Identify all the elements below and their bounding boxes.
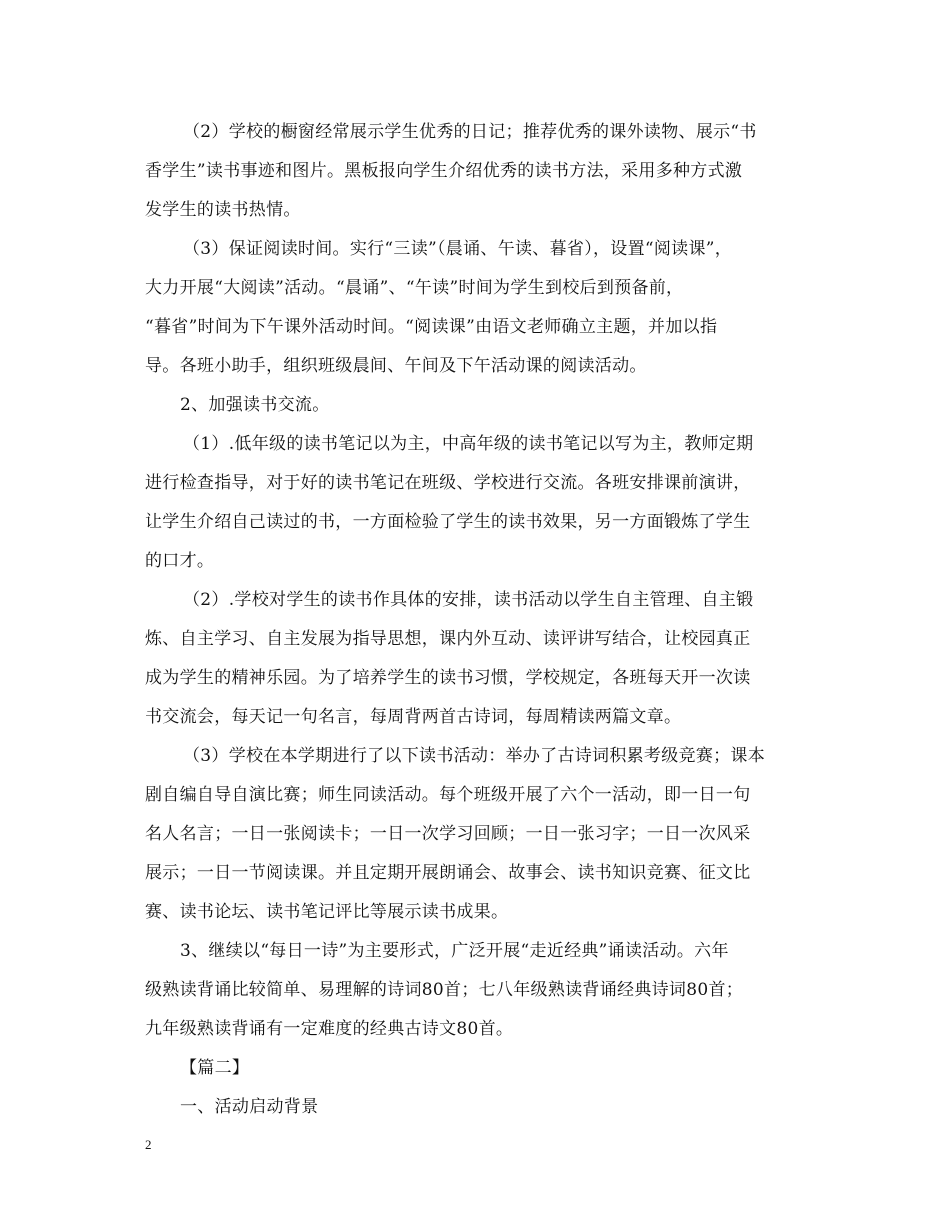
section-heading: 2、加强读书交流。 [180,395,330,415]
paragraph-line: 3、继续以“每日一诗”为主要形式，广泛开展“走近经典”诵读活动。六年 [180,941,729,961]
paragraph-line: 大力开展“大阅读”活动。“晨诵”、“午读”时间为学生到校后到预备前， [145,278,684,298]
paragraph-line: 剧自编自导自演比赛；师生同读活动。每个班级开展了六个一活动，即一日一句 [145,785,751,805]
paragraph-line: 炼、自主学习、自主发展为指导思想，课内外互动、读评讲写结合，让校园真正 [145,629,751,649]
paragraph-line: 九年级熟读背诵有一定难度的经典古诗文80首。 [145,1019,514,1039]
paragraph-line: 进行检查指导，对于好的读书笔记在班级、学校进行交流。各班安排课前演讲， [145,473,751,493]
paragraph-line: （2）.学校对学生的读书作具体的安排，读书活动以学生自主管理、自主锻 [183,590,754,610]
paragraph-line: “暮省”时间为下午课外活动时间。“阅读课”由语文老师确立主题，并加以指 [145,317,718,337]
paragraph-line: 香学生”读书事迹和图片。黑板报向学生介绍优秀的读书方法，采用多种方式激 [145,161,743,181]
paragraph-line: 让学生介绍自己读过的书，一方面检验了学生的读书效果，另一方面锻炼了学生 [145,512,751,532]
paragraph-line: 导。各班小助手，组织班级晨间、午间及下午活动课的阅读活动。 [145,356,647,376]
paragraph-line: 成为学生的精神乐园。为了培养学生的读书习惯，学校规定，各班每天开一次读 [145,668,751,688]
paragraph-line: 发学生的读书热情。 [145,200,301,220]
paragraph-line: （1）.低年级的读书笔记以为主，中高年级的读书笔记以写为主，教师定期 [183,434,754,454]
paragraph-line: 展示；一日一节阅读课。并且定期开展朗诵会、故事会、读书知识竞赛、征文比 [145,863,751,883]
paragraph-line: 书交流会，每天记一句名言，每周背两首古诗词，每周精读两篇文章。 [145,707,682,727]
page-number: 2 [145,1137,152,1152]
paragraph-line: （2）学校的橱窗经常展示学生优秀的日记；推荐优秀的课外读物、展示“书 [183,122,757,142]
paragraph-line: （3）保证阅读时间。实行“三读”（晨诵、午读、暮省），设置“阅读课”， [183,239,733,259]
section-marker: 【篇二】 [180,1058,250,1078]
paragraph-line: 赛、读书论坛、读书笔记评比等展示读书成果。 [145,902,509,922]
section-heading: 一、活动启动背景 [180,1097,319,1117]
paragraph-line: （3）学校在本学期进行了以下读书活动：举办了古诗词积累考级竞赛；课本 [183,746,766,766]
paragraph-line: 级熟读背诵比较简单、易理解的诗词80首；七八年级熟读背诵经典诗词80首； [145,980,744,1000]
document-body [145,113,825,1127]
paragraph-line: 的口才。 [145,551,215,571]
paragraph-line: 名人名言；一日一张阅读卡；一日一次学习回顾；一日一张习字；一日一次风采 [145,824,751,844]
